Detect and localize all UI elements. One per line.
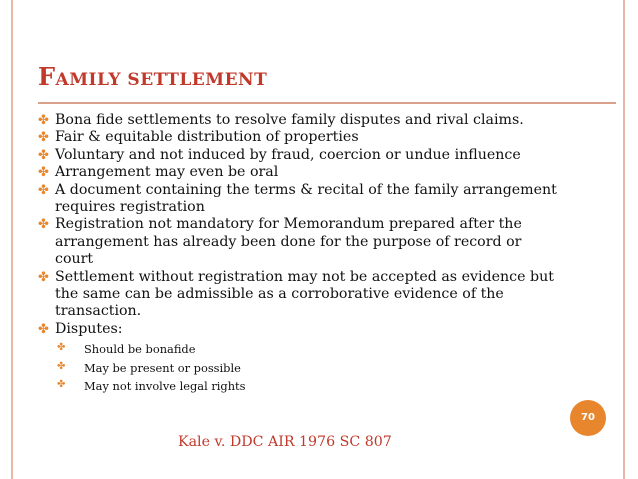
list-item [38, 112, 558, 129]
sub-list-item [57, 359, 558, 378]
bullet-list [38, 112, 558, 396]
page-number-badge: 70 [570, 400, 606, 436]
list-item [38, 269, 558, 321]
pinwheel-bullet-icon: ✤ [38, 182, 49, 198]
bullet-text: Voluntary and not induced by fraud, coercion or undue influence [55, 146, 521, 163]
bullet-text: A document containing the terms & recital of the family arrangement requires registration [55, 181, 557, 216]
pinwheel-bullet-icon: ✤ [38, 165, 49, 181]
bullet-text: Registration not mandatory for Memorandum prepared after the arrangement has already been done for the purpose of record or court [55, 216, 522, 268]
pinwheel-bullet-icon: ✤ [57, 342, 66, 354]
list-item [38, 182, 558, 217]
list-item [38, 164, 558, 181]
list-item [38, 216, 558, 268]
slide-frame-right [623, 0, 625, 479]
title-initial: F [38, 62, 56, 91]
sub-bullet-text: May be present or possible [84, 360, 241, 375]
pinwheel-bullet-icon: ✤ [38, 147, 49, 163]
bullet-text: Bona fide settlements to resolve family disputes and rival claims. [55, 112, 524, 128]
title-underline [38, 102, 616, 104]
bullet-text: Fair & equitable distribution of properties [55, 129, 359, 146]
pinwheel-bullet-icon: ✤ [38, 113, 49, 128]
bullet-text: Settlement without registration may not be accepted as evidence but the same can be admissible as a corroborative evidence of the transaction. [55, 268, 554, 320]
sub-bullet-text: May not involve legal rights [84, 379, 246, 394]
list-item [38, 129, 558, 146]
pinwheel-bullet-icon: ✤ [38, 269, 49, 285]
bullet-text: Disputes: [55, 320, 123, 337]
pinwheel-bullet-icon: ✤ [57, 379, 66, 391]
sub-bullet-text: Should be bonafide [84, 342, 196, 357]
pinwheel-bullet-icon: ✤ [57, 360, 66, 372]
pinwheel-bullet-icon: ✤ [38, 217, 49, 233]
pinwheel-bullet-icon: ✤ [38, 130, 49, 146]
pinwheel-bullet-icon: ✤ [38, 321, 49, 337]
title-rest: AMILY SETTLEMENT [55, 70, 268, 90]
slide-frame-left [11, 0, 13, 479]
sub-list-item [57, 340, 558, 359]
list-item [38, 321, 558, 338]
sub-bullet-list [38, 340, 558, 396]
case-citation: Kale v. DDC AIR 1976 SC 807 [178, 434, 392, 450]
list-item [38, 147, 558, 164]
slide-title [38, 62, 267, 91]
sub-list-item [57, 377, 558, 396]
bullet-text: Arrangement may even be oral [55, 164, 279, 181]
